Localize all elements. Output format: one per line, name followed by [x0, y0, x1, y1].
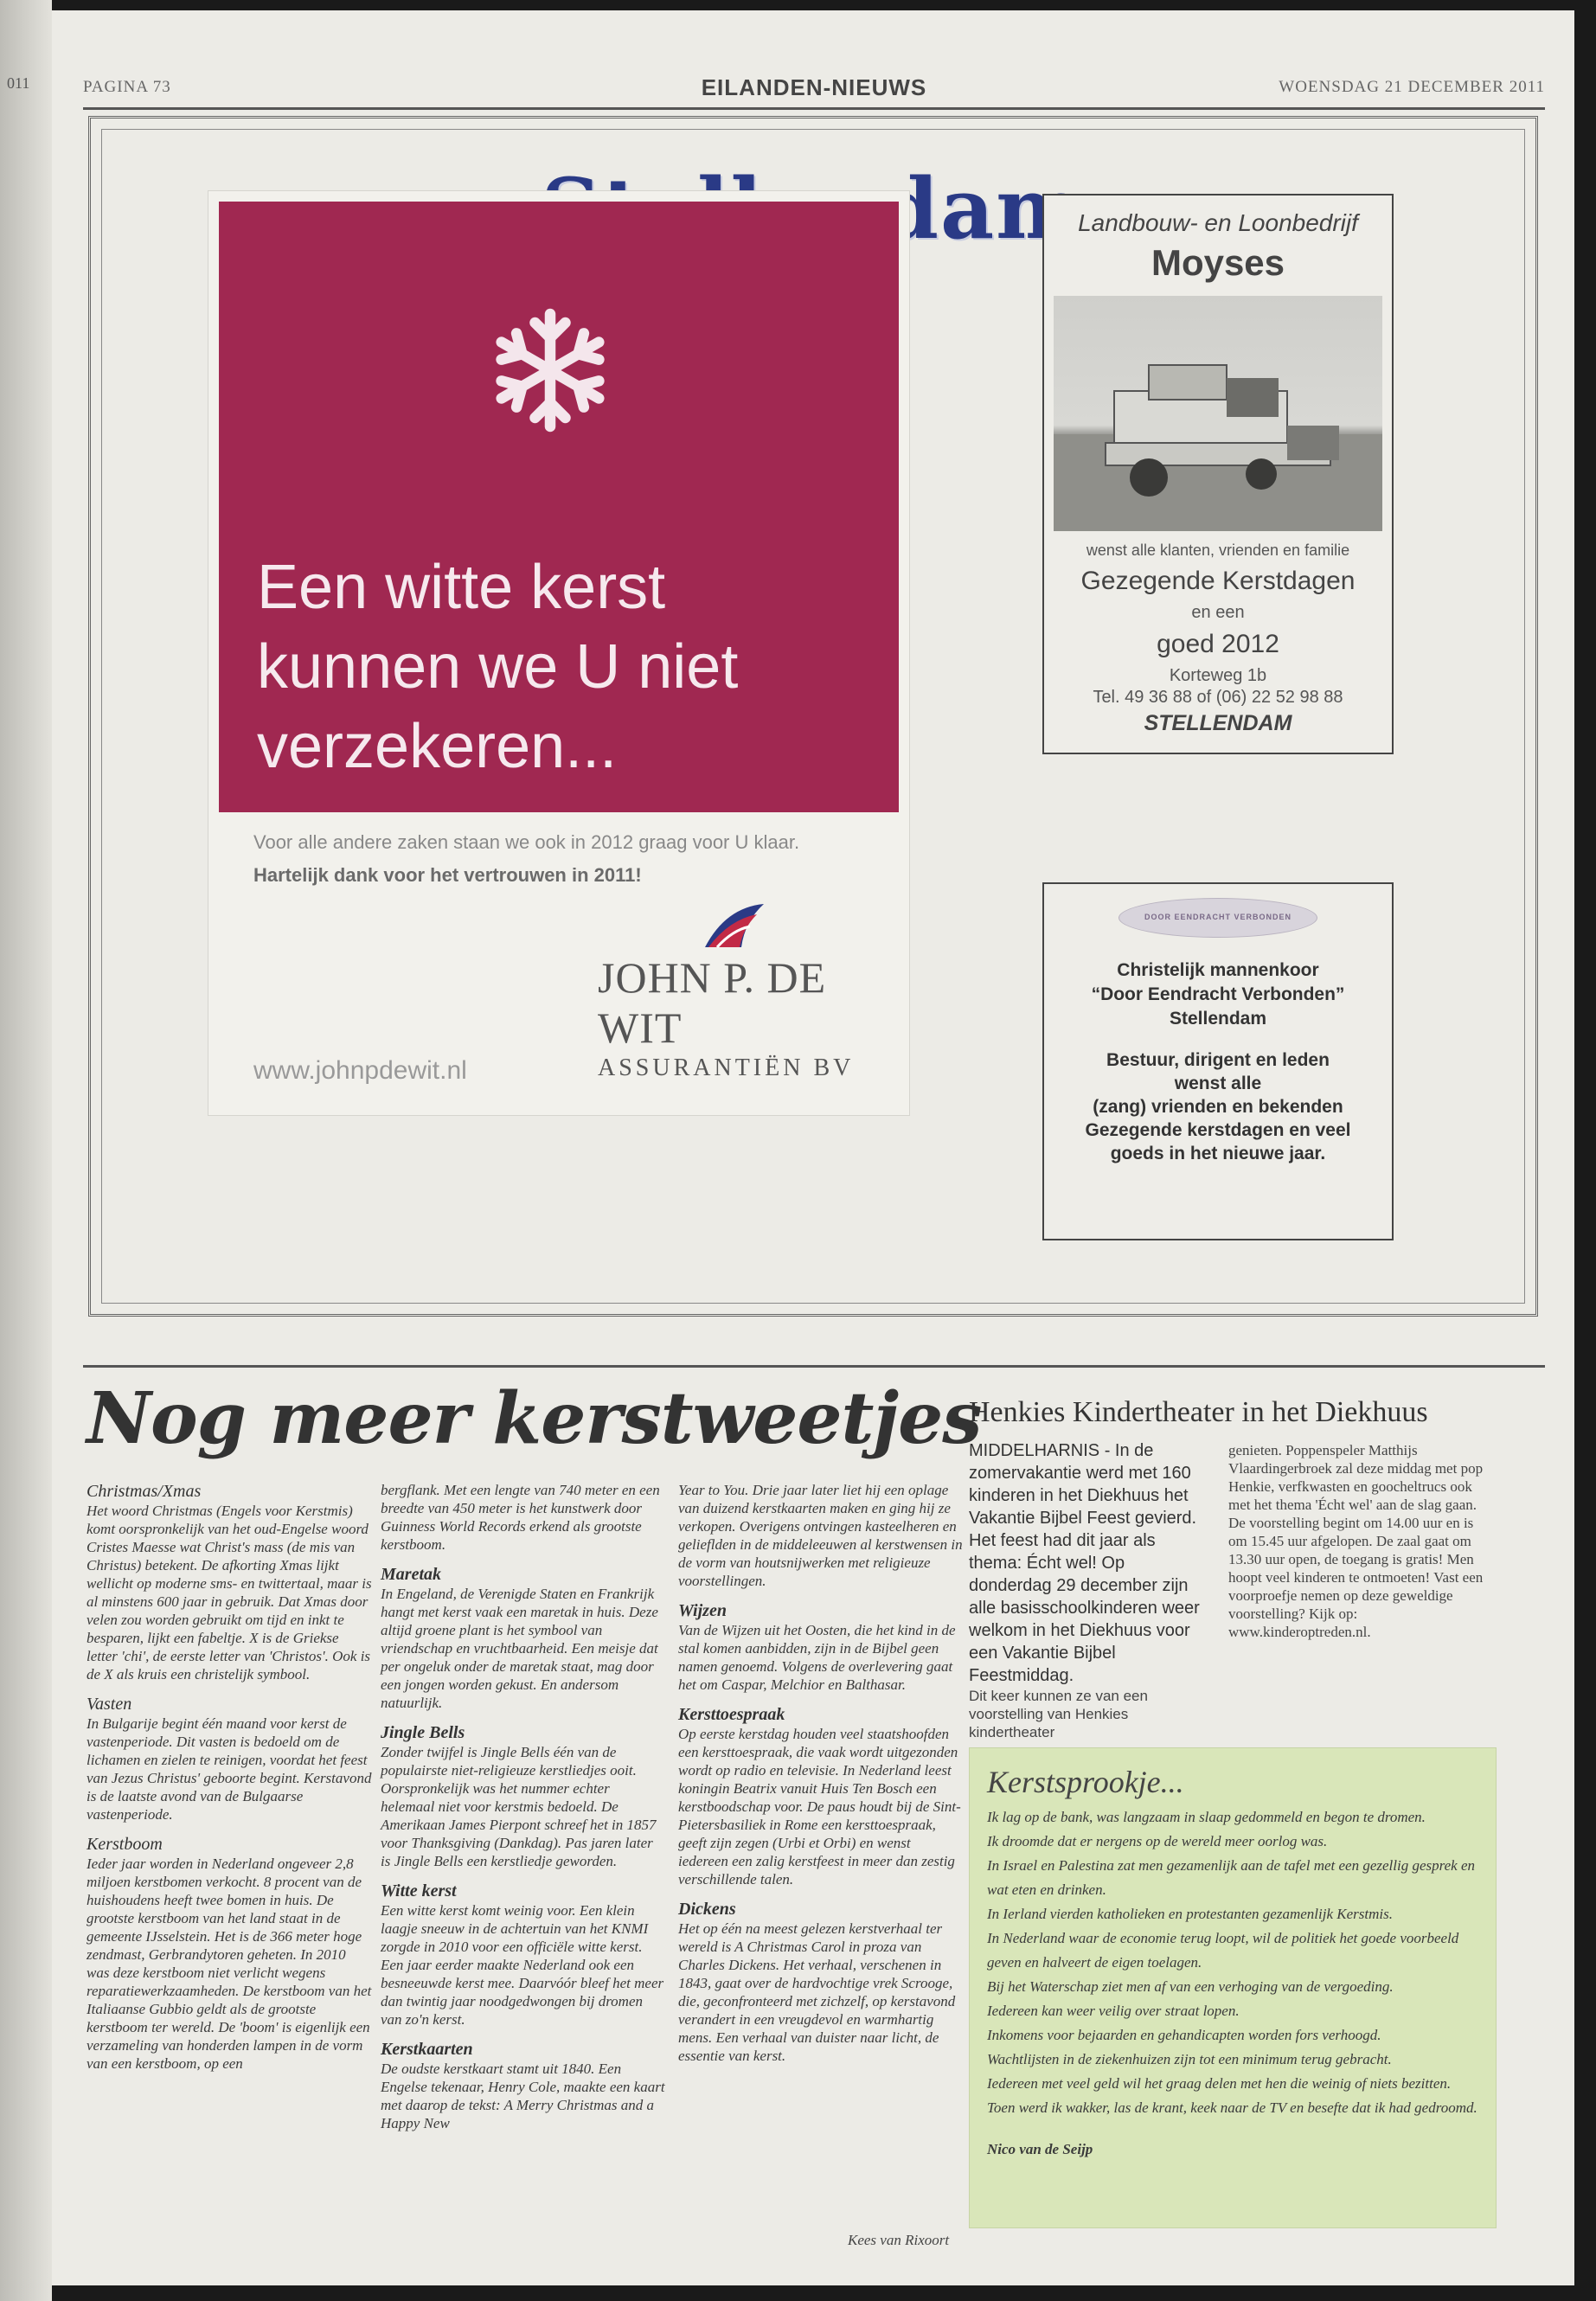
paragraph: Een witte kerst komt weinig voor. Een klein laagje sneeuw in de achtertuin van het KNMI zorgde in 2010 voor een officiële witte kerst. Een jaar eerder maakte Nederland ook een besneeuwde kerst mee. Daarvóór bleef het meer dan twintig jaar noodgedwongen bij dromen van zo'n kerst. [381, 1902, 664, 2028]
subheading: Kerstboom [87, 1835, 163, 1854]
kerst-line: Wachtlijsten in de ziekenhuizen zijn tot een minimum terug gebracht. [987, 2051, 1392, 2067]
logo-subtitle: ASSURANTIËN BV [598, 1054, 855, 1081]
page-spine [0, 0, 52, 2301]
kerst-line: Iedereen met veel geld wil het graag delen met hen die weinig of niets bezitten. [987, 2075, 1452, 2092]
section-rule [83, 1365, 1545, 1368]
moyses-line1: Landbouw- en Loonbedrijf [1078, 209, 1358, 236]
paragraph: bergflank. Met een lengte van 740 meter en een breedte van 450 meter is het kunstwerk door Guinness World Records erkend als grootste kerstboom. [381, 1482, 660, 1553]
subheading: Kersttoespraak [678, 1705, 785, 1724]
kerst-line: Iedereen kan weer veilig over straat lopen. [987, 2003, 1240, 2019]
moyses-phone: Tel. 49 36 88 of (06) 22 52 98 88 [1093, 688, 1343, 707]
subheading: Wijzen [678, 1601, 727, 1620]
moyses-line4: Gezegende Kerstdagen [1080, 567, 1356, 595]
moyses-line3: wenst alle klanten, vrienden en familie [1086, 542, 1350, 559]
masthead: EILANDEN-NIEUWS [701, 74, 927, 100]
paragraph: De oudste kerstkaart stamt uit 1840. Een Engelse tekenaar, Henry Cole, maakte een kaart met daarop de tekst: A Merry Christmas and a Happy New [381, 2061, 665, 2131]
subheading: Maretak [381, 1565, 441, 1584]
article-column-2 [381, 1481, 666, 2132]
moyses-ad [1042, 194, 1394, 754]
kerst-line: In Israel en Palestina zat men gezamenlijk aan de tafel met een gezellig gesprek en wat eten en drinken. [987, 1857, 1475, 1898]
snowflake-icon [485, 297, 615, 444]
header-rule [83, 107, 1545, 110]
ad-subline: Voor alle andere zaken staan we ook in 2012 graag voor U klaar. [253, 831, 800, 853]
paragraph: Year to You. Drie jaar later liet hij een oplage van duizend kerstkaarten maken en ging hij ze verkopen. Overigens ontvingen kasteelheren en gelieflden in de middeleeuwen al kerstwensen in de vorm van houtsnijwerken met religieuze voorstellingen. [678, 1482, 963, 1589]
ad-thanks: Hartelijk dank voor het vertrouwen in 2011! [253, 864, 642, 886]
spine-text: 011 [7, 74, 30, 92]
issue-date: WOENSDAG 21 DECEMBER 2011 [1279, 78, 1545, 96]
paragraph: Op eerste kerstdag houden veel staatshoofden een kersttoespraak, die vaak wordt uitgezonden wordt op radio en televisie. In Nederland leest koningin Beatrix vanuit Huis Ten Bosch een kerstboodschap voor. De paus houdt bij de Sint-Pietersbasiliek in Rome een kersttoespraak, geeft zijn zegen (Urbi et Orbi) en wenst iedereen een zalig kerstfeest in meer dan zestig verschillende talen. [678, 1726, 961, 1888]
ad-red-panel [219, 202, 899, 812]
kerst-line: Bij het Waterschap ziet men af van een verhoging van de vergoeding. [987, 1978, 1394, 1995]
kerst-line: In Nederland waar de economie terug loopt, wil de politiek het goede voorbeeld geven en halveert de eigen toelagen. [987, 1930, 1459, 1971]
kerstsprookje-signature: Nico van de Seijp [987, 2141, 1093, 2157]
john-p-de-wit-logo [598, 952, 892, 1082]
subheading: Witte kerst [381, 1881, 457, 1900]
paragraph: In Engeland, de Verenigde Staten en Frankrijk hangt met kerst vaak een maretak in huis. Deze altijd groene plant is het symbool van vriendschap en vruchtbaarheid. Een meisje dat per ongeluk onder de maretak staat, mag door een jongen worden gekust. En andersom natuurlijk. [381, 1586, 658, 1711]
article-author: Kees van Rixoort [848, 2232, 950, 2248]
combine-harvester-photo [1054, 296, 1382, 531]
moyses-line5: en een [1191, 603, 1245, 622]
moyses-place: STELLENDAM [1144, 711, 1292, 735]
moyses-address: Korteweg 1b [1169, 666, 1267, 685]
subheading: Kerstkaarten [381, 2040, 473, 2059]
article-column-1 [87, 1481, 372, 2073]
paragraph: Ieder jaar worden in Nederland ongeveer 2,8 miljoen kerstbomen verkocht. 8 procent van de huishoudens heeft twee bomen in huis. De grootste kerstboom van het land staat in de gemeente IJsselstein. Het is de 366 meter hoge zendmast, Gerbrandytoren geheten. In 2010 was deze kerstboom niet verlicht wegens reparatiewerkzaamheden. De kerstboom van het Italiaanse Gubbio geldt als de grootste kerstboom ter wereld. De 'boom' is eigenlijk een verzameling van honderden lampen in de vorm van een kerstboom, op een [87, 1856, 372, 2072]
kerstsprookje-title: Kerstsprookje... [987, 1765, 1184, 1799]
choir-badge: DOOR EENDRACHT VERBONDEN [1118, 898, 1317, 938]
choir-greeting: Bestuur, dirigent en leden wenst alle (zang) vrienden en bekenden Gezegende kerstdagen en veel goeds in het nieuwe jaar. [1085, 1050, 1351, 1163]
kerst-line: In Ierland vierden katholieken en protestanten gezamenlijk Kerstmis. [987, 1906, 1393, 1922]
article-title: Nog meer kerstweetjes [87, 1377, 982, 1460]
flag-logo-icon [700, 899, 769, 959]
kerst-line: Inkomens voor bejaarden en gehandicapten worden fors verhoogd. [987, 2027, 1381, 2043]
paragraph: Zonder twijfel is Jingle Bells één van de populairste niet-religieuze kerstliedjes ooit. Oorspronkelijk was het nummer echter helemaal niet voor kerstmis bedoeld. De Amerikaan James Pierpont schreef het in 1857 voor Thanksgiving (Dankdag). Pas jaren later is Jingle Bells een kerstliedje geworden. [381, 1744, 657, 1869]
newspaper-page [52, 10, 1574, 2285]
paragraph: Het op één na meest gelezen kerstverhaal ter wereld is A Christmas Carol in proza van Charles Dickens. Het verhaal, verschenen in 1843, gaat over de hardvochtige vrek Scrooge, die, geconfronteerd met zichzelf, op kerstavond verandert in een vreugdevol en warmhartig mens. Een verhaal van duister naar licht, de essentie van kerst. [678, 1920, 956, 2064]
subheading: Jingle Bells [381, 1723, 465, 1742]
henkies-title: Henkies Kindertheater in het Diekhuus [969, 1396, 1428, 1428]
paragraph: In Bulgarije begint één maand voor kerst de vastenperiode. Dit vasten is bedoeld om de lichamen en zielen te reinigen, voordat het feest van Jezus Christus' geboorte begint. Kerstavond is de laatste avond van de Bulgaarse vastenperiode. [87, 1715, 372, 1823]
ad-headline: Een witte kerst kunnen we U niet verzekeren... [257, 553, 739, 781]
kerstsprookje-box [969, 1747, 1497, 2228]
kerst-line: Ik droomde dat er nergens op de wereld meer oorlog was. [987, 1833, 1328, 1849]
henkies-column-2: genieten. Poppenspeler Matthijs Vlaardingerbroek zal deze middag met pop Henkie, verfkwasten en goocheltrucs ook met het thema 'Écht wel' aan de slag gaan. De voorstelling begint om 14.00 uur en is om 15.45 uur afgelopen. De zaal gaat om 13.30 uur open, de toegang is gratis! Men hoopt veel kinderen te ontmoeten! Vast een voorproefje nemen op deze geweldige voorstelling? Kijk op: www.kinderoptreden.nl. [1228, 1442, 1484, 1640]
page-header [83, 73, 1545, 106]
paragraph: Het woord Christmas (Engels voor Kerstmis) komt oorspronkelijk van het oud-Engelse woord Cristes Maesse wat Christ's mass (de mis van Christus) betekent. De afkorting Xmas lijkt wellicht op moderne sms- en twittertaal, maar is al minstens 600 jaar in gebruik. Dat Xmas door velen zou worden gebruikt om tijd en inkt te besparen, lijkt een fabeltje. X is de Griekse letter 'chi', de eerste letter van 'Christos'. Ook is de X als kruis een christelijk symbool. [87, 1503, 372, 1682]
logo-name: JOHN P. DE WIT [598, 953, 827, 1052]
subheading: Vasten [87, 1695, 132, 1714]
ad-website-link[interactable]: www.johnpdewit.nl [253, 1056, 467, 1085]
mannenkoor-ad [1042, 882, 1394, 1240]
moyses-line6: goed 2012 [1157, 630, 1279, 658]
kerst-line: Ik lag op de bank, was langzaam in slaap gedommeld en begon te dromen. [987, 1809, 1426, 1825]
page-number: PAGINA 73 [83, 78, 171, 96]
moyses-name: Moyses [1151, 242, 1285, 283]
subheading: Christmas/Xmas [87, 1482, 202, 1501]
subheading: Dickens [678, 1900, 736, 1919]
john-p-de-wit-ad [208, 190, 910, 1116]
choir-name: Christelijk mannenkoor “Door Eendracht Verbonden” Stellendam [1091, 960, 1345, 1029]
harvester-icon [1054, 296, 1382, 531]
paragraph: Van de Wijzen uit het Oosten, die het kind in de stal komen aanbidden, zijn in de Bijbel geen namen genoemd. Volgens de overlevering gaat het om Caspar, Melchior en Balthasar. [678, 1622, 956, 1693]
article-column-3 [678, 1481, 964, 2065]
kerst-line: Toen werd ik wakker, las de krant, keek naar de TV en besefte dat ik had gedroomd. [987, 2099, 1477, 2116]
henkies-lead: MIDDELHARNIS - In de zomervakantie werd met 160 kinderen in het Diekhuus het Vakantie Bijbel Feest gevierd. Het feest had dit jaar als thema: Écht wel! Op donderdag 29 december zijn alle basisschoolkinderen weer welkom in het Diekhuus voor een Vakantie Bijbel Feestmiddag. Dit keer kunnen ze van een voorstelling van Henkies kindertheater [969, 1441, 1200, 1740]
